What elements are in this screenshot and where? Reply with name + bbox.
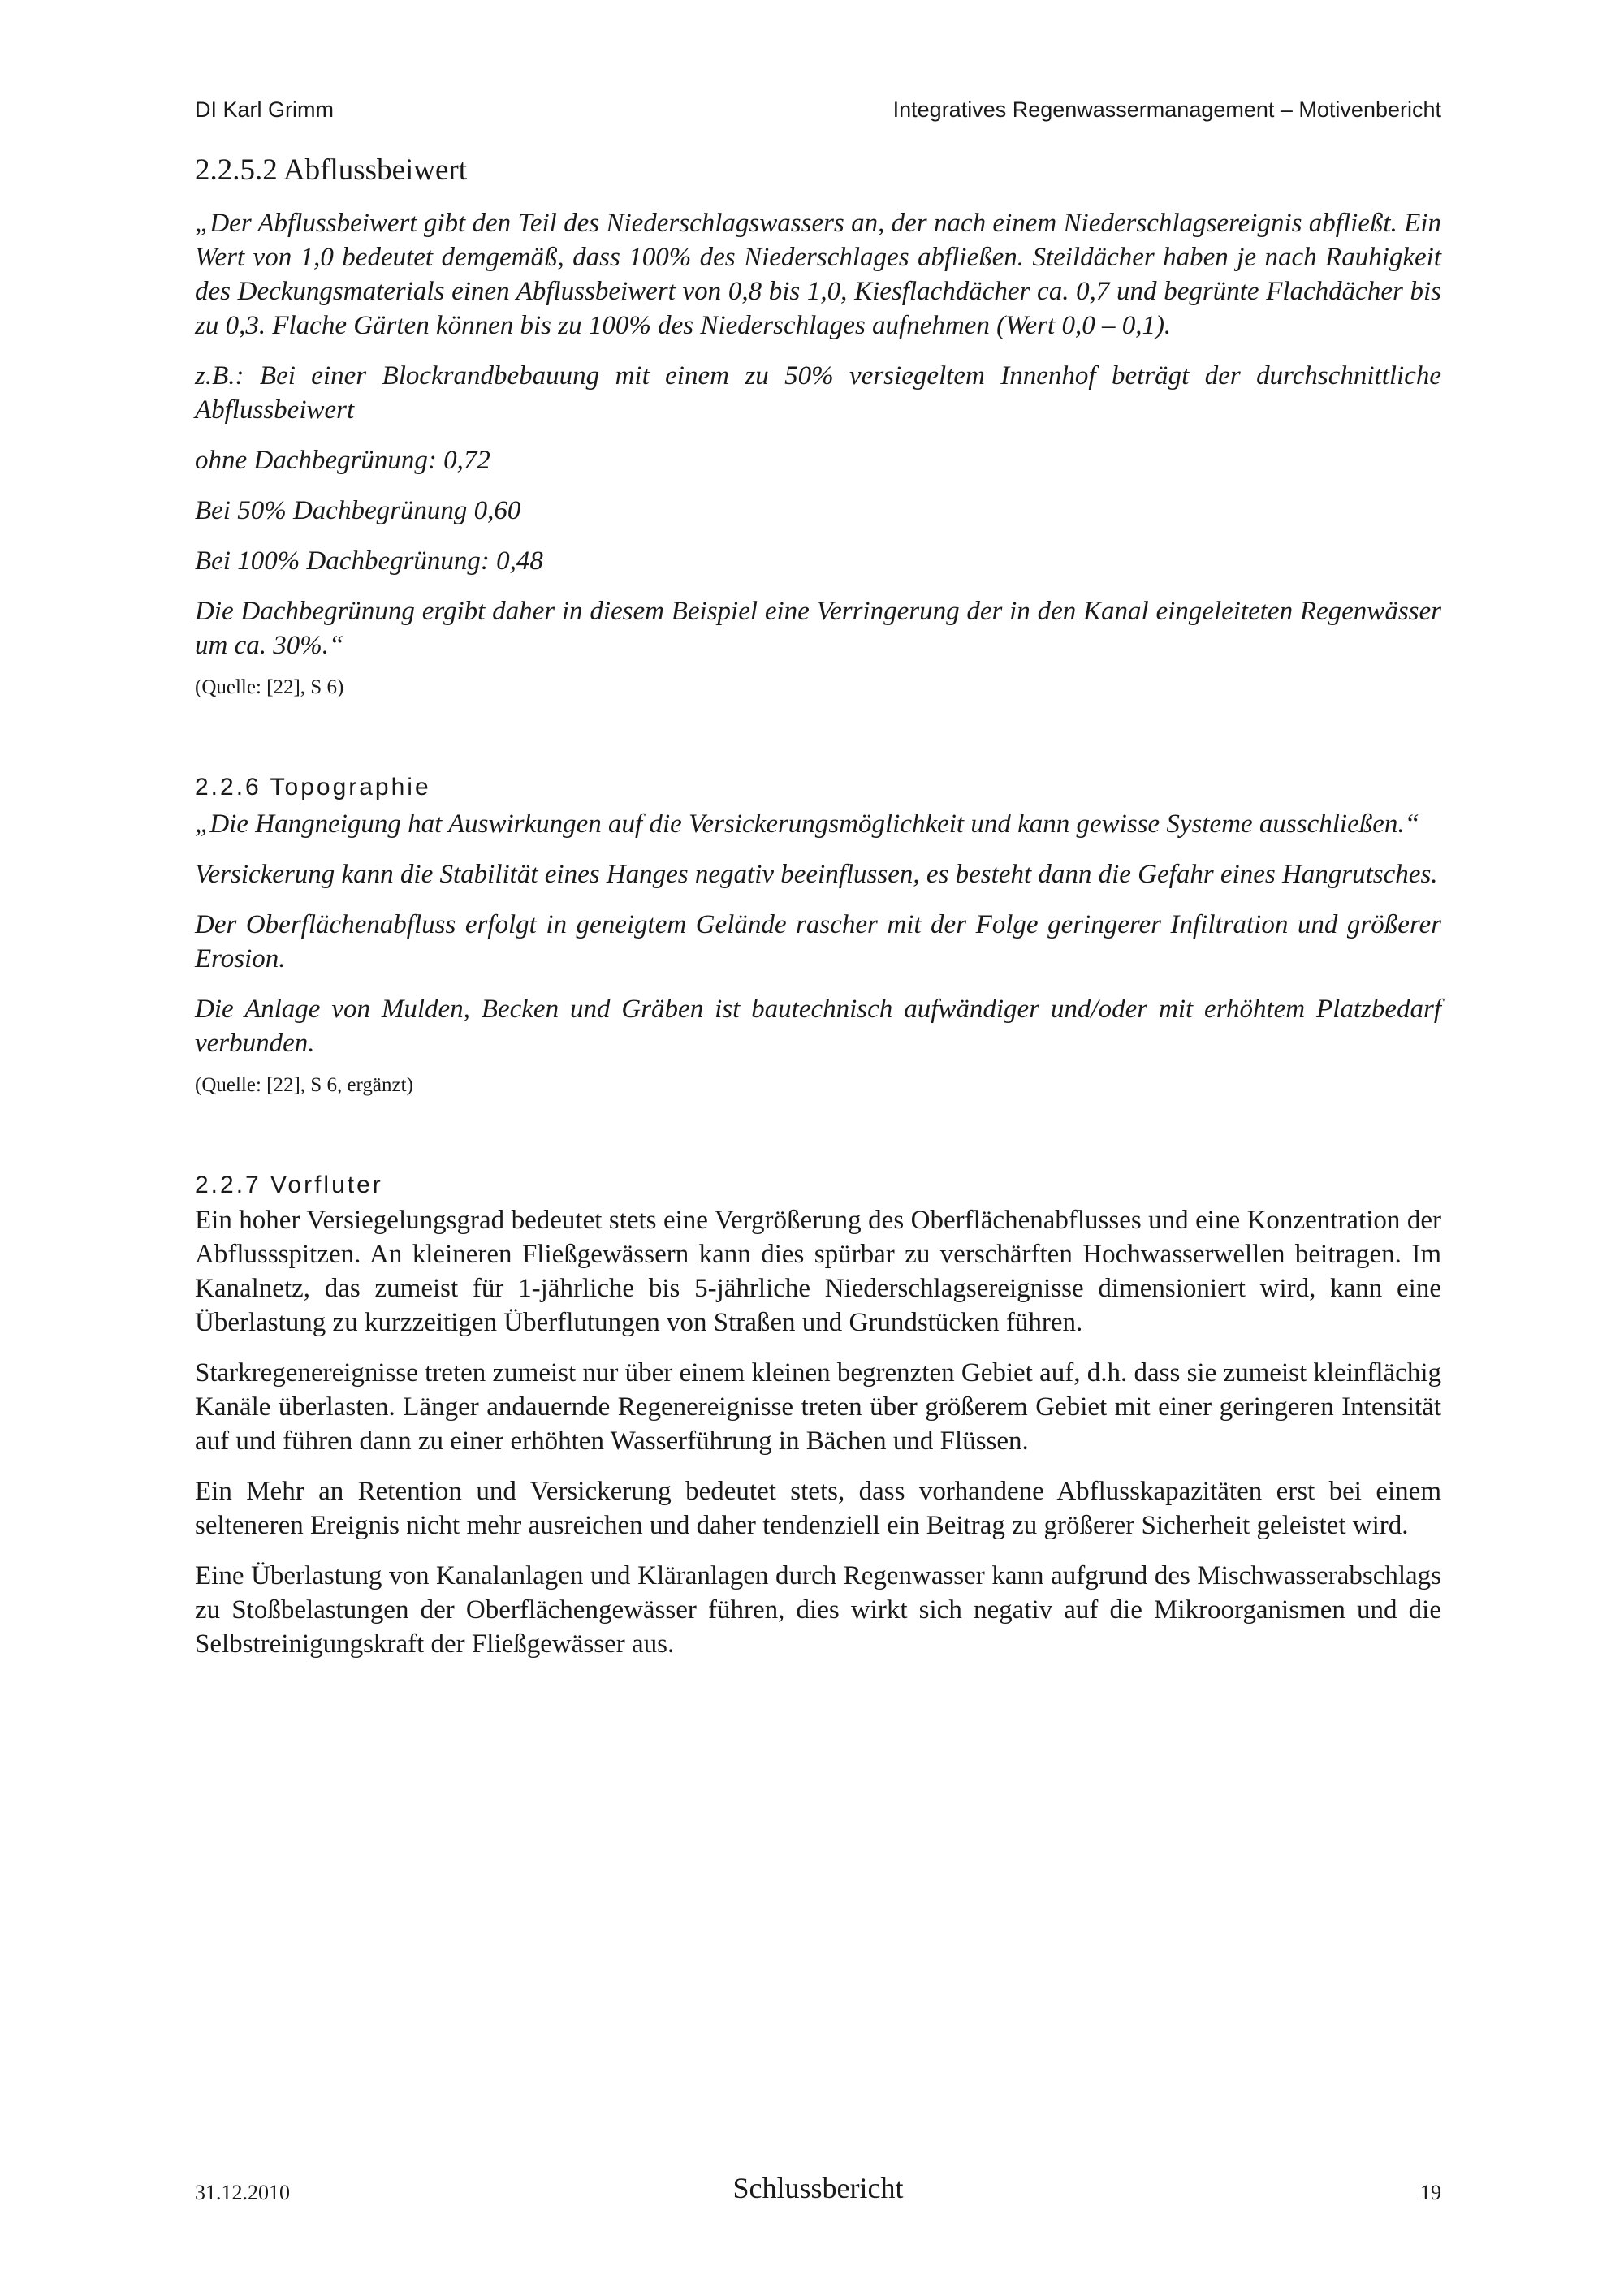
page-number: 19	[1420, 2181, 1441, 2204]
page-footer	[195, 2171, 1441, 2212]
body-paragraph: Die Anlage von Mulden, Becken und Gräben ist bautechnisch aufwändiger und/oder mit erhöhtem Platzbedarf verbunden.	[195, 995, 1441, 1058]
footer-date: 31.12.2010	[195, 2181, 290, 2204]
source-citation: (Quelle: [22], S 6, ergänzt)	[195, 1074, 413, 1096]
body-paragraph: Ein Mehr an Retention und Versickerung bedeutet stets, dass vorhandene Abflusskapazitäten erst bei einem selteneren Ereignis nicht mehr ausreichen und daher tendenziell ein Beitrag zu größerer Sicherheit geleistet wird.	[195, 1477, 1441, 1540]
section-heading-vorfluter: 2.2.7 Vorfluter	[195, 1172, 383, 1198]
source-citation: (Quelle: [22], S 6)	[195, 676, 344, 698]
body-paragraph: Der Oberflächenabfluss erfolgt in geneigtem Gelände rascher mit der Folge geringerer Infiltration und größerer Erosion.	[195, 910, 1441, 973]
header-author: DI Karl Grimm	[195, 97, 334, 122]
body-paragraph: Eine Überlastung von Kanalanlagen und Kläranlagen durch Regenwasser kann aufgrund des Mischwasserabschlags zu Stoßbelastungen der Oberflächengewässer führen, dies wirkt sich negativ auf die Mikroorganismen und die Selbstreinigungskraft der Fließgewässer aus.	[195, 1561, 1441, 1659]
value-line-50: Bei 50% Dachbegrünung 0,60	[195, 496, 521, 525]
document-page	[195, 0, 1441, 2296]
value-line-ohne: ohne Dachbegrünung: 0,72	[195, 446, 490, 475]
quote-paragraph: „Die Hangneigung hat Auswirkungen auf die Versickerungsmöglichkeit und kann gewisse Systeme ausschließen.“	[195, 809, 1419, 839]
conclusion-paragraph: Die Dachbegrünung ergibt daher in diesem Beispiel eine Verringerung der in den Kanal eingeleiteten Regenwässer um ca. 30%.“	[195, 597, 1441, 660]
body-paragraph: Ein hoher Versiegelungsgrad bedeutet stets eine Vergrößerung des Oberflächenabflusses und eine Konzentration der Abflussspitzen. An kleineren Fließgewässern kann dies spürbar zu verschärften Hochwasserwellen beitragen. Im Kanalnetz, das zumeist für 1-jährliche bis 5-jährliche Niederschlagsereignisse dimensioniert wird, kann eine Überlastung zu kurzzeitigen Überflutungen von Straßen und Grundstücken führen.	[195, 1206, 1441, 1337]
quote-paragraph: „Der Abflussbeiwert gibt den Teil des Niederschlagswassers an, der nach einem Niederschlagsereignis abfließt. Ein Wert von 1,0 bedeutet demgemäß, dass 100% des Niederschlages abfließen. Steildächer haben je nach Rauhigkeit des Deckungsmaterials einen Abflussbeiwert von 0,8 bis 1,0, Kiesflachdächer ca. 0,7 und begrünte Flachdächer bis zu 0,3. Flache Gärten können bis zu 100% des Niederschlages aufnehmen (Wert 0,0 – 0,1).	[195, 209, 1441, 340]
footer-title: Schlussbericht	[732, 2172, 904, 2204]
section-heading-topographie: 2.2.6 Topographie	[195, 774, 431, 801]
body-paragraph: Versickerung kann die Stabilität eines Hanges negativ beeinflussen, es besteht dann die Gefahr eines Hangrutsches.	[195, 860, 1438, 889]
section-heading-abflussbeiwert: 2.2.5.2 Abflussbeiwert	[195, 153, 468, 187]
value-line-100: Bei 100% Dachbegrünung: 0,48	[195, 546, 543, 576]
body-paragraph: Starkregenereignisse treten zumeist nur über einem kleinen begrenzten Gebiet auf, d.h. dass sie zumeist kleinflächig Kanäle überlasten. Länger andauernde Regenereignisse treten über größerem Gebiet mit einer geringeren Intensität auf und führen dann zu einer erhöhten Wasserführung in Bächen und Flüssen.	[195, 1358, 1441, 1456]
page-body	[195, 151, 1441, 1661]
header-report-title: Integratives Regenwassermanagement – Motivenbericht	[892, 97, 1441, 122]
example-paragraph: z.B.: Bei einer Blockrandbebauung mit einem zu 50% versiegeltem Innenhof beträgt der durchschnittliche Abflussbeiwert	[195, 361, 1441, 425]
